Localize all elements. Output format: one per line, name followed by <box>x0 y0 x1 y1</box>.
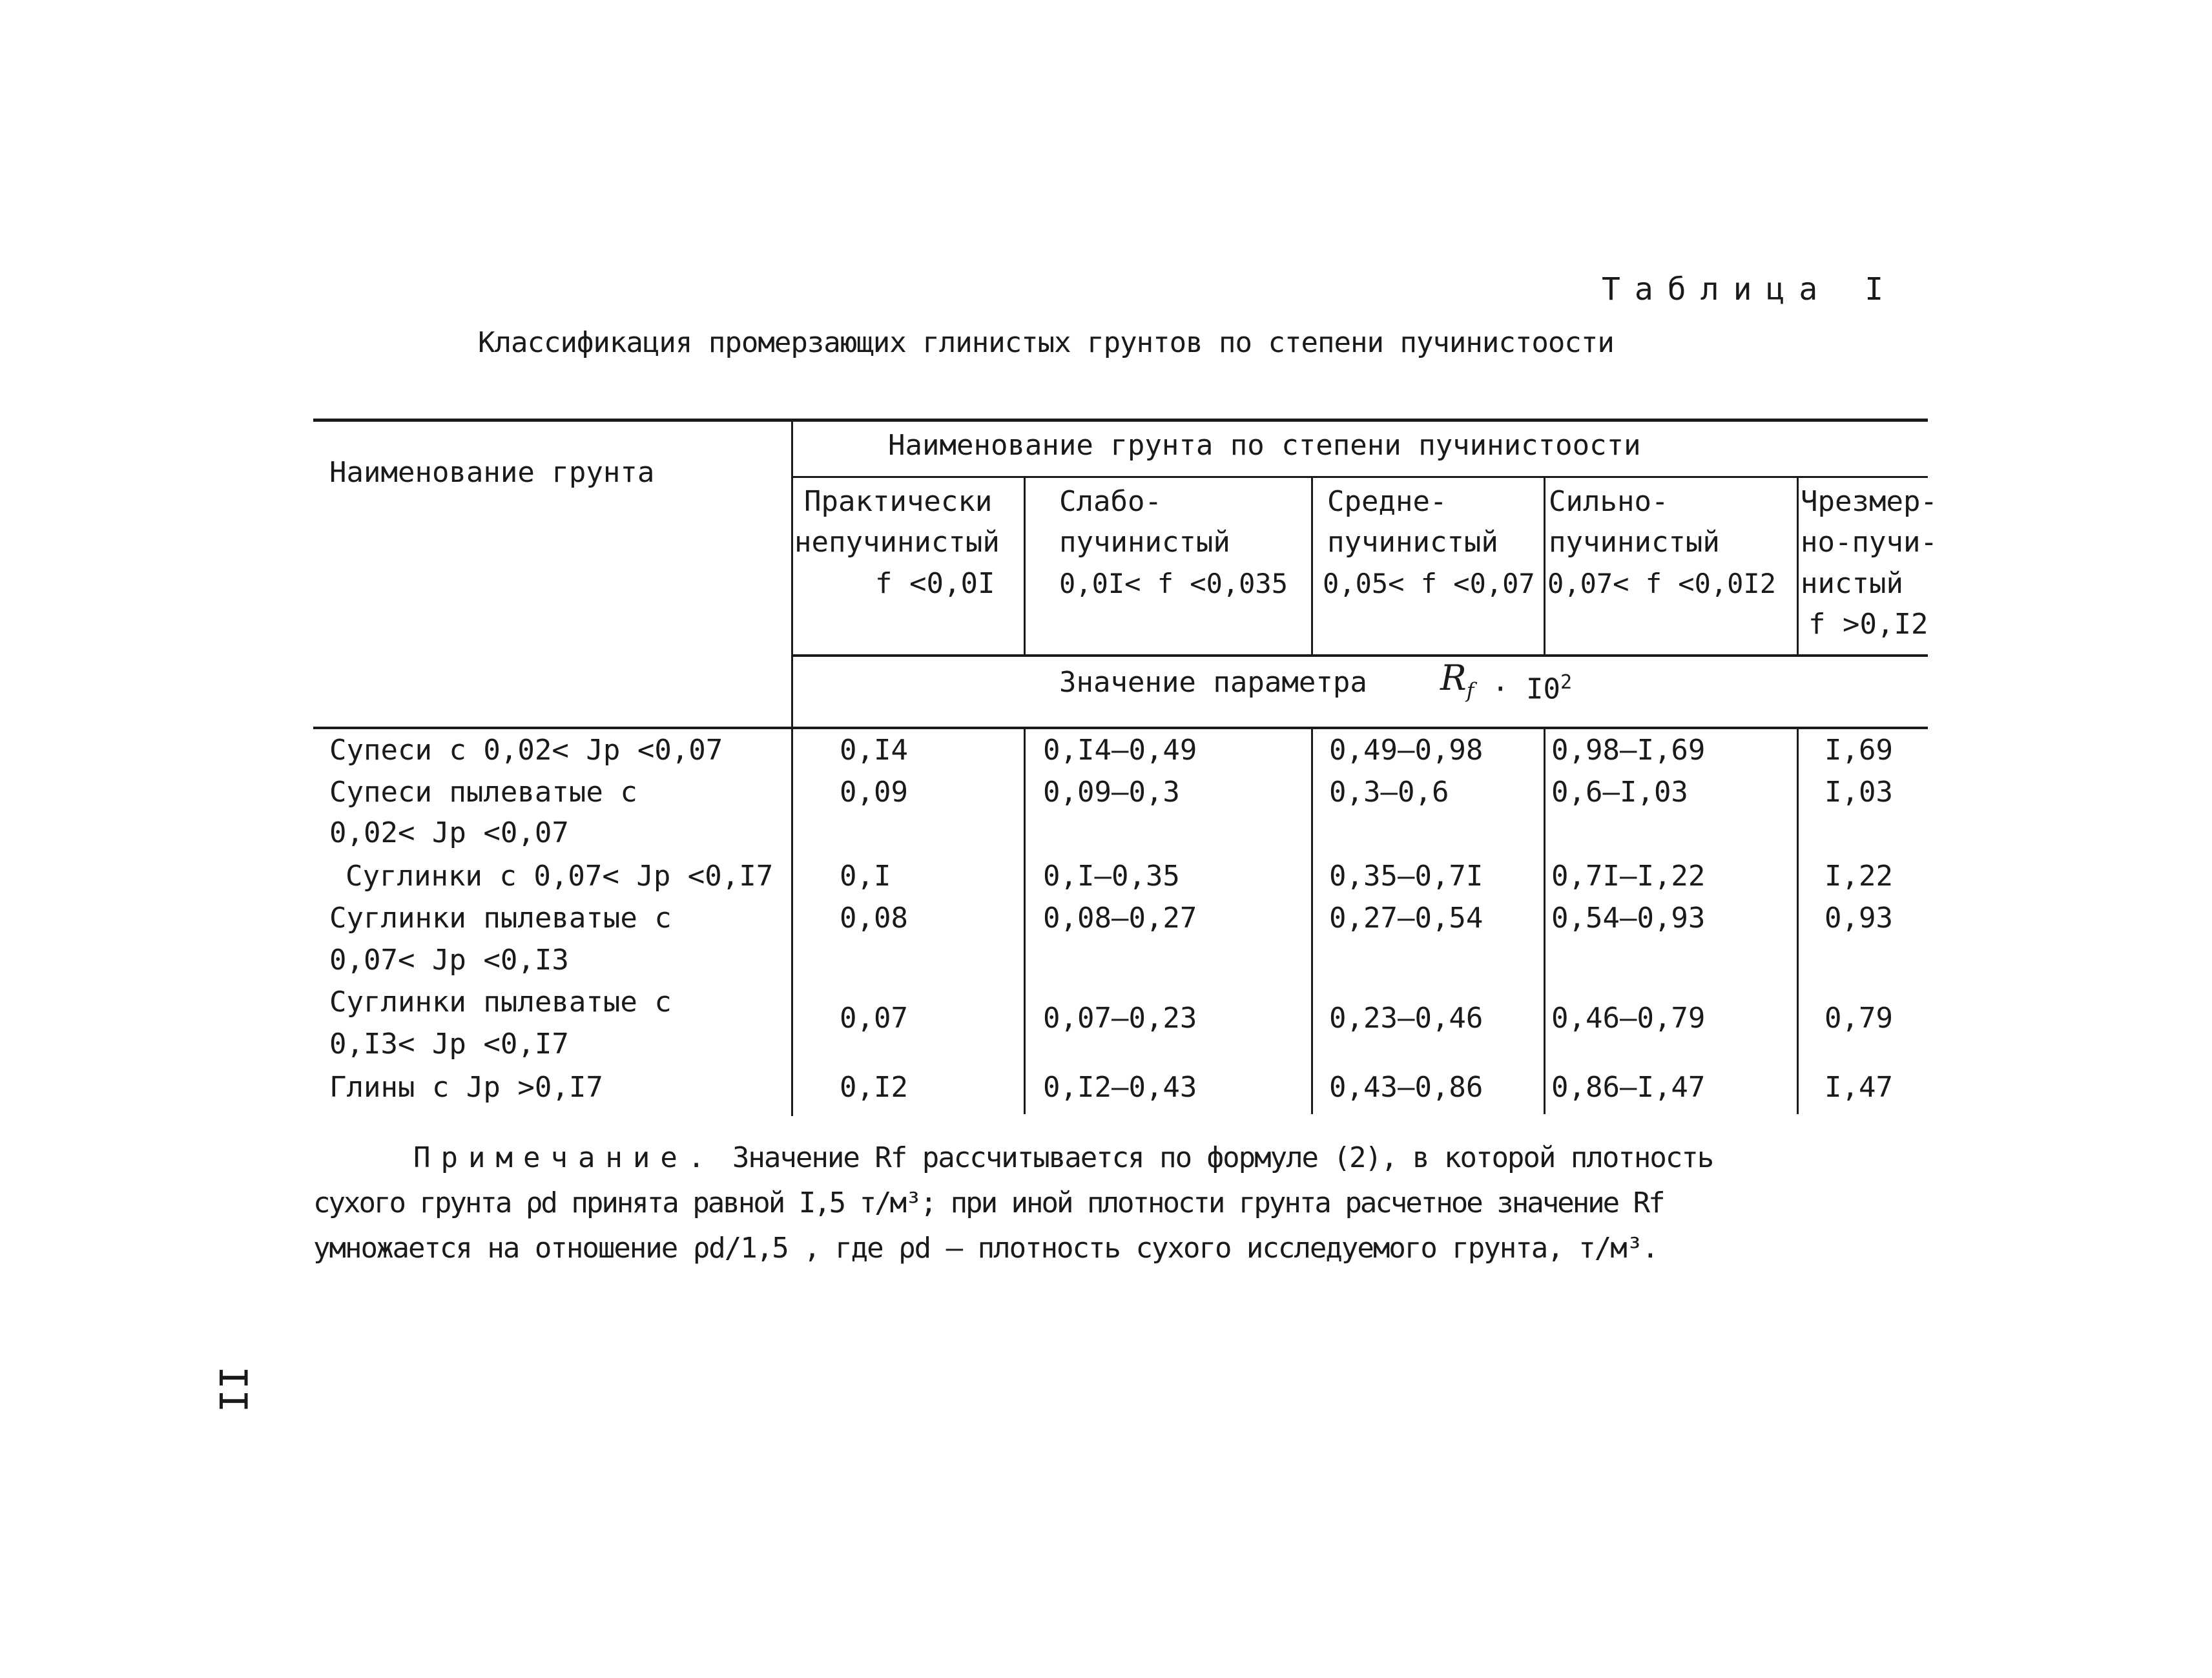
group-header-rule <box>791 476 1928 478</box>
note-text: Значение Rf рассчитывается по формуле (2), в которой плотность <box>732 1141 1713 1174</box>
cell-value: 0,I4 <box>840 734 908 767</box>
row-name-line: 0,I3< Jp <0,I7 <box>329 1028 569 1061</box>
header-col-line: Чрезмер- <box>1801 485 1938 518</box>
header-col-line: но-пучи- <box>1801 526 1938 559</box>
cell-value: 0,09–0,3 <box>1043 776 1180 809</box>
header-col-line: 0,0I< f <0,035 <box>1059 568 1288 599</box>
cell-value: 0,7I–I,22 <box>1551 860 1706 893</box>
note-label: Примечание. <box>413 1141 716 1174</box>
col-divider-1b <box>1024 727 1026 1114</box>
col-divider-0 <box>791 419 793 1116</box>
header-col-line: пучинистый <box>1059 526 1230 559</box>
header-col-line: Слабо- <box>1059 485 1162 518</box>
cell-value: I,69 <box>1824 734 1893 767</box>
cell-value: 0,I4–0,49 <box>1043 734 1197 767</box>
cell-value: I,22 <box>1824 860 1893 893</box>
row-name-line: Супеси пылеватые с <box>329 776 637 809</box>
header-col-line: Сильно- <box>1549 485 1669 518</box>
table-number: Таблица I <box>1602 271 1898 307</box>
header-param-symbol: $R_f$ <box>1440 658 1474 703</box>
cell-value: 0,07 <box>840 1002 908 1035</box>
cell-value: 0,08 <box>840 902 908 935</box>
cell-value: I,03 <box>1824 776 1893 809</box>
note-line-2: сухого грунта ρd принята равной I,5 т/м³; при иной плотности грунта расчетное значение Rf <box>313 1186 1664 1219</box>
cell-value: 0,93 <box>1824 902 1893 935</box>
cell-value: 0,I2–0,43 <box>1043 1071 1197 1104</box>
columns-header-rule <box>791 654 1928 657</box>
col-divider-2 <box>1311 476 1313 657</box>
header-col-line: f >0,I2 <box>1808 608 1928 641</box>
header-col-line: непучинистый <box>794 526 1000 559</box>
row-name-line: Суглинки пылеватые с <box>329 986 672 1019</box>
header-col-line: пучинистый <box>1327 526 1498 559</box>
col-divider-1 <box>1024 476 1026 657</box>
row-name-line: Глины с Jp >0,I7 <box>329 1071 603 1104</box>
header-col-line: Практически <box>804 485 993 518</box>
cell-value: 0,49–0,98 <box>1329 734 1483 767</box>
header-col-line: Средне- <box>1327 485 1447 518</box>
cell-value: 0,08–0,27 <box>1043 902 1197 935</box>
header-col-line: 0,07< f <0,0I2 <box>1547 568 1777 599</box>
cell-value: 0,23–0,46 <box>1329 1002 1483 1035</box>
row-name-line: Супеси с 0,02< Jp <0,07 <box>329 734 723 767</box>
cell-value: 0,09 <box>840 776 908 809</box>
cell-value: 0,46–0,79 <box>1551 1002 1706 1035</box>
note-line-1 <box>413 1137 1713 1179</box>
note-line-3: умножается на отношение ρd/1,5 , где ρd – плотность сухого исследуемого грунта, т/м³. <box>313 1232 1658 1265</box>
cell-value: 0,79 <box>1824 1002 1893 1035</box>
header-col-line: пучинистый <box>1549 526 1720 559</box>
page-number: II <box>210 1366 255 1413</box>
col-divider-3 <box>1544 476 1545 657</box>
table-top-rule <box>313 419 1928 422</box>
header-col-line: нистый <box>1801 567 1903 600</box>
cell-value: 0,54–0,93 <box>1551 902 1706 935</box>
cell-value: 0,86–I,47 <box>1551 1071 1706 1104</box>
cell-value: 0,3–0,6 <box>1329 776 1449 809</box>
cell-value: 0,98–I,69 <box>1551 734 1706 767</box>
row-name-line: 0,07< Jp <0,I3 <box>329 944 569 977</box>
header-param-tail: · $I0^2$ <box>1492 671 1573 706</box>
cell-value: 0,6–I,03 <box>1551 776 1688 809</box>
cell-value: 0,27–0,54 <box>1329 902 1483 935</box>
row-name-line: Суглинки с 0,07< Jp <0,I7 <box>346 860 774 893</box>
cell-value: 0,I <box>840 860 891 893</box>
col-divider-2b <box>1311 727 1313 1114</box>
col-divider-4b <box>1797 727 1799 1114</box>
row-name-line: Суглинки пылеватые с <box>329 902 672 935</box>
row-name-line: 0,02< Jp <0,07 <box>329 816 569 849</box>
cell-value: 0,43–0,86 <box>1329 1071 1483 1104</box>
header-col-line: 0,05< f <0,07 <box>1323 568 1535 599</box>
cell-value: 0,07–0,23 <box>1043 1002 1197 1035</box>
cell-value: 0,I2 <box>840 1071 908 1104</box>
table-caption: Классификация промерзающих глинистых грунтов по степени пучинистоости <box>478 326 1614 359</box>
cell-value: 0,I–0,35 <box>1043 860 1180 893</box>
header-bottom-rule <box>313 727 1928 729</box>
cell-value: I,47 <box>1824 1071 1893 1104</box>
header-param-label: Значение параметра <box>1059 666 1367 699</box>
header-group: Наименование грунта по степени пучинистоости <box>888 429 1641 462</box>
col-divider-4 <box>1797 476 1799 657</box>
cell-value: 0,35–0,7I <box>1329 860 1483 893</box>
header-col-line: f <0,0I <box>875 567 995 600</box>
col-divider-3b <box>1544 727 1545 1114</box>
header-soil-name: Наименование грунта <box>329 456 655 489</box>
